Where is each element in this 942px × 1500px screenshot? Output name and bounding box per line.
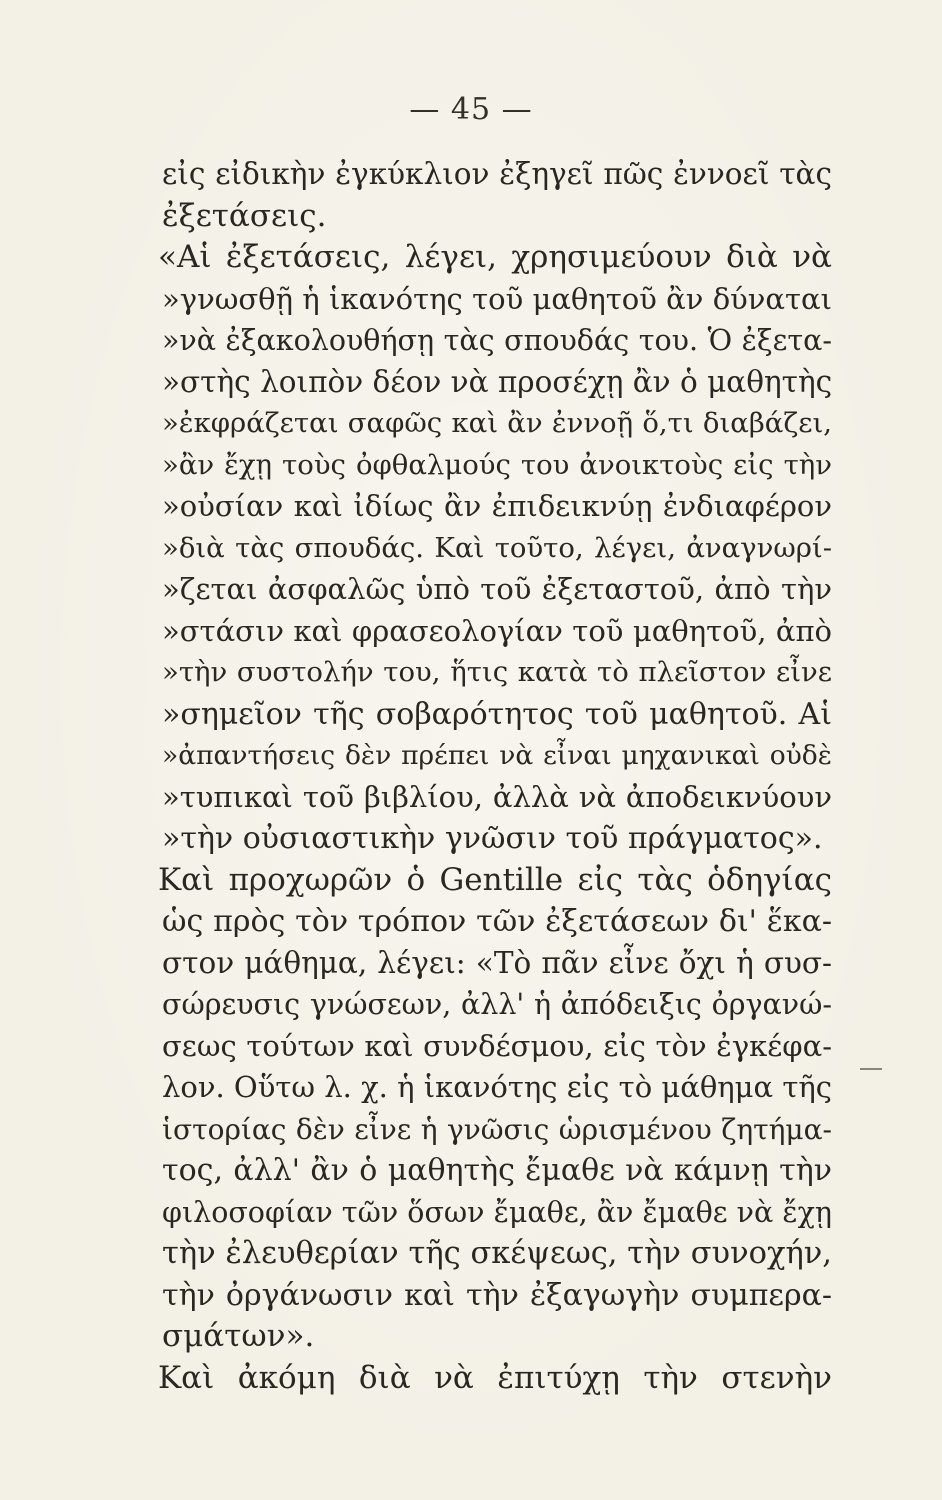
text-line: »τυπικαὶ τοῦ βιβλίου, ἀλλὰ νὰ ἀποδεικνύουν [162, 779, 832, 814]
text-line: ἱστορίας δὲν εἶνε ἡ γνῶσις ὡρισμένου ζητήμα- [162, 1112, 832, 1146]
text-line: »διὰ τὰς σπουδάς. Καὶ τοῦτο, λέγει, ἀναγνωρί- [162, 531, 832, 564]
text-line: σμάτων». [162, 1318, 315, 1354]
text-line: φιλοσοφίαν τῶν ὅσων ἔμαθε, ἂν ἔμαθε νὰ ἔχῃ [162, 1195, 832, 1229]
text-line: ὡς πρὸς τὸν τρόπον τῶν ἐξετάσεων δι' ἕκα- [162, 904, 832, 939]
text-line: Καὶ προχωρῶν ὁ Gentille εἰς τὰς ὁδηγίας [158, 861, 832, 898]
text-line: «Αἱ ἐξετάσεις, λέγει, χρησιμεύουν διὰ νὰ [158, 239, 832, 275]
text-line: λον. Οὕτω λ. χ. ἡ ἱκανότης εἰς τὸ μάθημα τῆς [162, 1070, 832, 1104]
text-line: »οὐσίαν καὶ ἰδίως ἂν ἐπιδεικνύῃ ἐνδιαφέρον [162, 489, 832, 523]
text-line: »σημεῖον τῆς σοβαρότητος τοῦ μαθητοῦ. Αἱ [162, 696, 832, 732]
text-line: σεως τούτων καὶ συνδέσμου, εἰς τὸν ἐγκέφα- [162, 1028, 832, 1063]
text-line: ἐξετάσεις. [162, 197, 327, 234]
text-line: στον μάθημα, λέγει: «Τὸ πᾶν εἶνε ὄχι ἡ συσ- [162, 945, 832, 980]
body-text [158, 154, 832, 1399]
page-number: — 45 — [409, 92, 533, 127]
text-line: Καὶ ἀκόμη διὰ νὰ ἐπιτύχῃ τὴν στενὴν [158, 1359, 832, 1396]
text-line: τος, ἀλλ' ἂν ὁ μαθητὴς ἔμαθε νὰ κάμνῃ τὴν [162, 1153, 832, 1188]
text-line: εἰς εἰδικὴν ἐγκύκλιον ἐξηγεῖ πῶς ἐννοεῖ τὰς [162, 157, 832, 191]
text-line: »τὴν οὐσιαστικὴν γνῶσιν τοῦ πράγματος». [162, 821, 823, 856]
text-line: »νὰ ἐξακολουθήσῃ τὰς σπουδάς του. Ὁ ἐξετα- [162, 324, 832, 357]
text-line: »στὴς λοιπὸν δέον νὰ προσέχῃ ἂν ὁ μαθητὴς [162, 364, 832, 399]
text-line: »τὴν συστολήν του, ἥτις κατὰ τὸ πλεῖστον εἶνε [162, 656, 832, 688]
text-line: »ζεται ἀσφαλῶς ὑπὸ τοῦ ἐξεταστοῦ, ἀπὸ τὴν [162, 572, 832, 606]
text-line: »ἂν ἔχῃ τοὺς ὀφθαλμούς του ἀνοικτοὺς εἰς τὴν [162, 448, 832, 481]
text-line: »στάσιν καὶ φρασεολογίαν τοῦ μαθητοῦ, ἀπὸ [162, 613, 832, 648]
text-line: τὴν ὀργάνωσιν καὶ τὴν ἐξαγωγὴν συμπερα- [162, 1277, 832, 1313]
text-line: »ἀπαντήσεις δὲν πρέπει νὰ εἶναι μηχανικαὶ οὐδὲ [162, 740, 832, 771]
text-line: »ἐκφράζεται σαφῶς καὶ ἂν ἐννοῇ ὅ,τι διαβάζει, [162, 407, 832, 439]
text-line: τὴν ἐλευθερίαν τῆς σκέψεως, τὴν συνοχήν, [162, 1236, 832, 1271]
margin-mark [860, 1068, 882, 1070]
text-line: σώρευσις γνώσεων, ἀλλ' ἡ ἀπόδειξις ὀργανώ- [162, 988, 832, 1021]
text-line: »γνωσθῇ ἡ ἱκανότης τοῦ μαθητοῦ ἂν δύναται [162, 281, 832, 316]
